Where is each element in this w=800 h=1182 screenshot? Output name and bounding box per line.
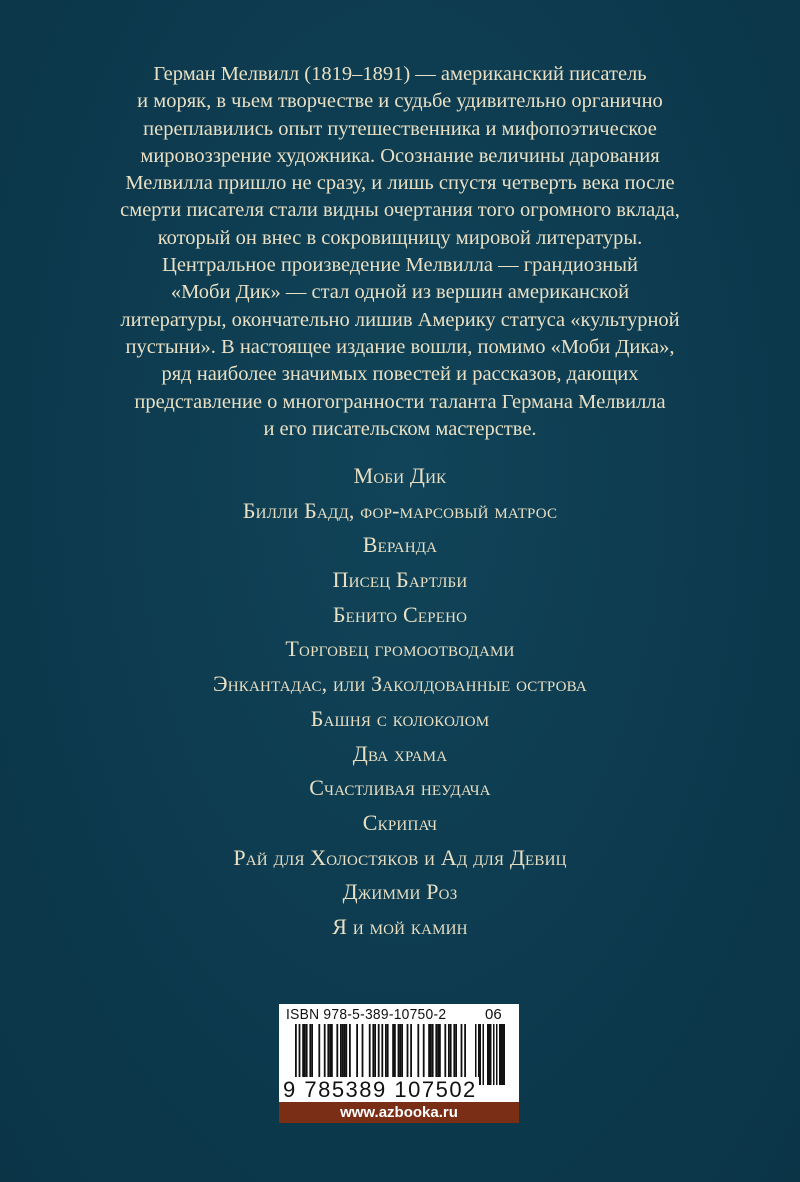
description-line: смерти писателя стали видны очертания того огромного вклада,: [120, 199, 680, 222]
barcode-bars: [285, 1024, 513, 1085]
barcode-bar: [295, 1024, 297, 1085]
barcode-addon-code: 06: [485, 1006, 502, 1023]
barcode-bar: [340, 1024, 342, 1078]
barcode-bar: [302, 1024, 304, 1078]
description-line: Центральное произведение Мелвилла — грандиозный: [162, 254, 638, 277]
barcode-bar: [327, 1024, 329, 1078]
barcode-bar: [398, 1024, 400, 1078]
barcode-bar: [378, 1024, 380, 1085]
barcode-bar: [432, 1024, 434, 1078]
barcode-bar: [493, 1024, 495, 1085]
barcode-bar: [439, 1024, 441, 1078]
barcode-bar: [437, 1024, 439, 1078]
barcode-bar: [394, 1024, 396, 1078]
contents-item: Джимми Роз: [342, 879, 458, 905]
barcode-bar: [417, 1024, 419, 1078]
description-line: ряд наиболее значимых повестей и рассказов, дающих: [161, 363, 639, 386]
barcode-bar: [349, 1024, 351, 1078]
barcode-bar: [344, 1024, 346, 1078]
barcode-bar: [453, 1024, 455, 1078]
barcode-bar: [306, 1024, 308, 1078]
barcode-bar: [487, 1024, 489, 1085]
barcode-bar: [490, 1024, 492, 1085]
barcode-bar: [461, 1024, 463, 1085]
barcode-bar: [374, 1024, 376, 1078]
barcode-bar: [455, 1024, 457, 1078]
description-line: и моряк, в чьем творчестве и судьбе удивительно органично: [137, 90, 663, 113]
contents-item: Рай для Холостяков и Ад для Девиц: [233, 844, 567, 870]
barcode-digits: 9 785389 107502: [283, 1077, 477, 1102]
contents-item: Скрипач: [362, 809, 438, 835]
description-line: Мелвилла пришло не сразу, и лишь спустя четверть века после: [125, 172, 675, 195]
description-line: пустыни». В настоящее издание вошли, помимо «Моби Дика»,: [125, 335, 675, 358]
barcode-bar: [480, 1024, 482, 1085]
barcode-bar: [478, 1024, 480, 1085]
barcode-bar: [430, 1024, 432, 1078]
isbn-label: ISBN 978-5-389-10750-2: [286, 1006, 447, 1023]
contents-item: Билли Бадд, фор-марсовый матрос: [242, 497, 558, 523]
barcode-bar: [369, 1024, 371, 1078]
barcode-bar: [309, 1024, 311, 1078]
barcode-bar: [410, 1024, 412, 1078]
barcode-bar: [450, 1024, 452, 1078]
description-line: Герман Мелвилл (1819–1891) — американский писатель: [153, 63, 647, 85]
contents-item: Счастливая неудача: [309, 775, 491, 801]
barcode-bar: [504, 1024, 506, 1085]
barcode-bar: [496, 1024, 498, 1085]
contents-item: Бенито Серено: [332, 601, 468, 627]
barcode-bar: [387, 1024, 389, 1078]
barcode-bar: [483, 1024, 485, 1085]
barcode-bar: [372, 1024, 374, 1078]
barcode-bar: [311, 1024, 313, 1078]
barcode-bar: [401, 1024, 403, 1078]
barcode-bar: [423, 1024, 425, 1078]
contents-item: Я и мой камин: [332, 913, 468, 939]
barcode-bar: [407, 1024, 409, 1078]
barcode-bar: [392, 1024, 394, 1078]
barcode-bar: [342, 1024, 344, 1078]
barcode-bar: [299, 1024, 301, 1085]
barcode-bar: [399, 1024, 401, 1078]
barcode-bar: [501, 1024, 503, 1085]
barcode-bar: [444, 1024, 446, 1078]
barcode-bar: [329, 1024, 331, 1078]
barcode-bar: [385, 1024, 387, 1078]
description-line: который он внес в сокровищницу мировой литературы.: [157, 226, 643, 249]
contents-item: Веранда: [362, 532, 438, 558]
barcode-bar: [502, 1024, 504, 1085]
description-line: мировоззрение художника. Осознание величины дарования: [140, 144, 660, 167]
description-line: литературы, окончательно лишив Америку статуса «культурной: [120, 308, 680, 331]
barcode-bar: [475, 1024, 477, 1085]
barcode-bar: [356, 1024, 358, 1078]
description-line: переплавились опыт путешественника и мифопоэтическое: [143, 117, 657, 140]
barcode-bar: [464, 1024, 466, 1085]
barcode-bar: [304, 1024, 306, 1078]
contents-item: Энкантадас, или Заколдованные острова: [213, 671, 587, 697]
barcode-bar: [318, 1024, 320, 1078]
isbn-barcode-panel: [279, 1004, 519, 1123]
barcode-bar: [381, 1024, 383, 1085]
contents-item: Башня с колоколом: [310, 705, 490, 731]
barcode-bar: [331, 1024, 333, 1078]
description-line: и его писательском мастерстве.: [263, 417, 537, 440]
barcode-bar: [428, 1024, 430, 1078]
contents-item: Моби Дик: [353, 463, 447, 488]
barcode-bar: [345, 1024, 347, 1078]
description-line: «Моби Дик» — стал одной из вершин американской: [170, 281, 630, 304]
barcode-bar: [499, 1024, 501, 1085]
table-of-contents: [60, 459, 740, 945]
book-description: [60, 61, 740, 443]
barcode-bar: [324, 1024, 326, 1078]
contents-item: Два храма: [352, 740, 448, 766]
contents-item: Писец Бартлби: [332, 567, 468, 593]
description-line: представление о многогранности таланта Германа Мелвилла: [134, 390, 666, 413]
barcode-bar: [435, 1024, 437, 1078]
barcode-bar: [448, 1024, 450, 1078]
barcode-bar: [489, 1024, 491, 1085]
contents-item: Торговец громоотводами: [285, 636, 515, 662]
publisher-url: www.azbooka.ru: [279, 1102, 519, 1123]
barcode-bar: [362, 1024, 364, 1078]
barcode-bar: [336, 1024, 338, 1078]
